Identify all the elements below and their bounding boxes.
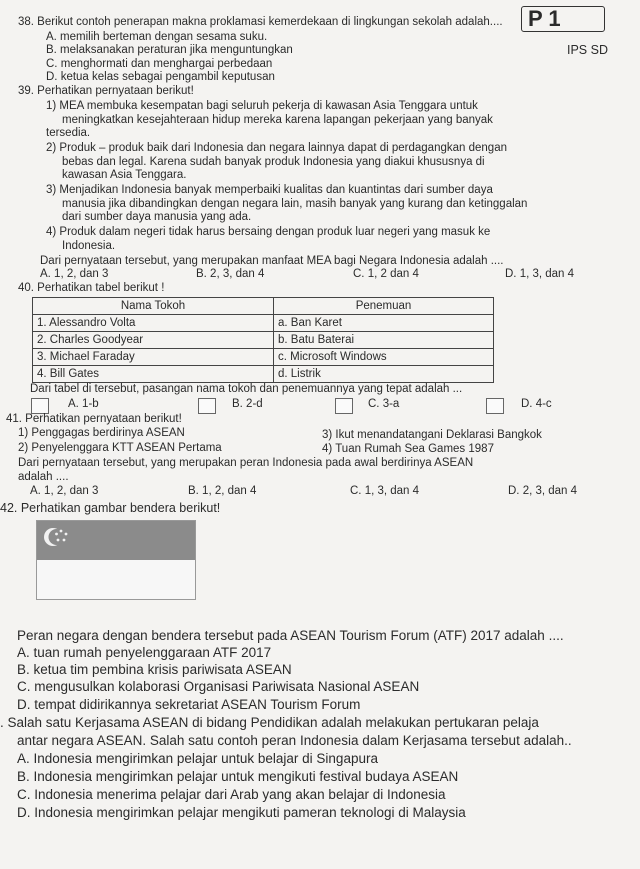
q42-question: Peran negara dengan bendera tersebut pada ASEAN Tourism Forum (ATF) 2017 adalah ....: [17, 628, 564, 643]
q43-stem-b: antar negara ASEAN. Salah satu contoh peran Indonesia dalam Kerjasama tersebut adalah..: [17, 733, 572, 748]
q39-statement-2c: kawasan Asia Tenggara.: [62, 169, 187, 181]
table-cell: 3. Michael Faraday: [33, 349, 274, 366]
q43-option-b[interactable]: B. Indonesia mengirimkan pelajar untuk mengikuti festival budaya ASEAN: [17, 769, 459, 784]
q39-statement-2a: 2) Produk – produk baik dari Indonesia dan negara lainnya dapat di perdagangkan dengan: [46, 142, 507, 154]
q40-box-a[interactable]: [31, 398, 49, 414]
q39-option-a[interactable]: A. 1, 2, dan 3: [40, 268, 109, 280]
q41-question-a: Dari pernyataan tersebut, yang merupakan peran Indonesia pada awal berdirinya ASEAN: [18, 457, 474, 469]
crescent-stars-icon: [41, 524, 73, 554]
q43-option-a[interactable]: A. Indonesia mengirimkan pelajar untuk belajar di Singapura: [17, 751, 378, 766]
q39-statement-1c: tersedia.: [46, 127, 91, 139]
q39-stem: 39. Perhatikan pernyataan berikut!: [18, 85, 194, 97]
q39-statement-3b: manusia jika dibandingkan dengan negara lain, masih banyak yang kurang dan ketinggalan: [62, 198, 528, 210]
q42-option-d[interactable]: D. tempat didirikannya sekretariat ASEAN Tourism Forum: [17, 697, 361, 712]
table-cell: d. Listrik: [274, 366, 494, 383]
q40-box-c[interactable]: [335, 398, 353, 414]
table-row: [33, 332, 494, 349]
q43-option-d[interactable]: D. Indonesia mengirimkan pelajar mengikuti pameran teknologi di Malaysia: [17, 805, 466, 820]
q40-option-b[interactable]: B. 2-d: [232, 398, 263, 410]
flag-bottom-band: [37, 560, 195, 599]
q39-option-d[interactable]: D. 1, 3, dan 4: [505, 268, 575, 280]
q39-question: Dari pernyataan tersebut, yang merupakan manfaat MEA bagi Negara Indonesia adalah ....: [40, 255, 504, 267]
q42-option-a[interactable]: A. tuan rumah penyelenggaraan ATF 2017: [17, 645, 272, 660]
q39-statement-1a: 1) MEA membuka kesempatan bagi seluruh pekerja di kawasan Asia Tenggara untuk: [46, 100, 478, 112]
q41-statement-2: 2) Penyelenggara KTT ASEAN Pertama: [18, 442, 222, 454]
table-cell: b. Batu Baterai: [274, 332, 494, 349]
q41-option-c[interactable]: C. 1, 3, dan 4: [350, 485, 420, 497]
page-tag: P 1: [521, 6, 605, 32]
table-header-penemuan: Penemuan: [274, 298, 494, 315]
table-cell: 4. Bill Gates: [33, 366, 274, 383]
table-header-tokoh: Nama Tokoh: [33, 298, 274, 315]
q43-stem-a: . Salah satu Kerjasama ASEAN di bidang Pendidikan adalah melakukan pertukaran pelaja: [0, 715, 539, 730]
q41-question-b: adalah ....: [18, 471, 69, 483]
q38-option-b[interactable]: B. melaksanakan peraturan jika menguntungkan: [46, 44, 293, 56]
subject-label: IPS SD: [567, 43, 608, 57]
q41-option-a[interactable]: A. 1, 2, dan 3: [30, 485, 99, 497]
q41-statement-4: 4) Tuan Rumah Sea Games 1987: [322, 443, 494, 455]
table-cell: a. Ban Karet: [274, 315, 494, 332]
q41-option-b[interactable]: B. 1, 2, dan 4: [188, 485, 257, 497]
q41-stem: 41. Perhatikan pernyataan berikut!: [6, 413, 182, 425]
q38-option-d[interactable]: D. ketua kelas sebagai pengambil keputusan: [46, 71, 275, 83]
q39-statement-1b: meningkatkan kesejahteraan hidup mereka karena lapangan pekerjaan yang banyak: [62, 114, 493, 126]
table-row: [33, 366, 494, 383]
q42-stem: 42. Perhatikan gambar bendera berikut!: [0, 501, 221, 515]
q40-box-d[interactable]: [486, 398, 504, 414]
q43-option-c[interactable]: C. Indonesia menerima pelajar dari Arab yang akan belajar di Indonesia: [17, 787, 446, 802]
q38-stem: 38. Berikut contoh penerapan makna proklamasi kemerdekaan di lingkungan sekolah adalah....: [18, 16, 503, 28]
table-cell: 1. Alessandro Volta: [33, 315, 274, 332]
q40-table: [32, 297, 494, 383]
q39-statement-2b: bebas dan legal. Karena sudah banyak produk Indonesia yang diakui khususnya di: [62, 156, 485, 168]
q38-option-a[interactable]: A. memilih berteman dengan sesama suku.: [46, 31, 268, 43]
q39-statement-4b: Indonesia.: [62, 240, 116, 252]
q42-option-b[interactable]: B. ketua tim pembina krisis pariwisata ASEAN: [17, 662, 292, 677]
q39-statement-3a: 3) Menjadikan Indonesia banyak memperbaiki kualitas dan kuantintas dari sumber daya: [46, 184, 493, 196]
q41-statement-1: 1) Penggagas berdirinya ASEAN: [18, 427, 185, 439]
q39-statement-3c: dari sumber daya manusia yang ada.: [62, 211, 252, 223]
q41-statement-3: 3) Ikut menandatangani Deklarasi Bangkok: [322, 429, 542, 441]
q40-option-c[interactable]: C. 3-a: [368, 398, 400, 410]
q40-box-b[interactable]: [198, 398, 216, 414]
flag-image: [36, 520, 196, 600]
q38-option-c[interactable]: C. menghormati dan menghargai perbedaan: [46, 58, 273, 70]
q40-option-d[interactable]: D. 4-c: [521, 398, 552, 410]
table-cell: 2. Charles Goodyear: [33, 332, 274, 349]
table-row: [33, 315, 494, 332]
q42-option-c[interactable]: C. mengusulkan kolaborasi Organisasi Pariwisata Nasional ASEAN: [17, 679, 420, 694]
q41-option-d[interactable]: D. 2, 3, dan 4: [508, 485, 578, 497]
q40-option-a[interactable]: A. 1-b: [68, 398, 99, 410]
q40-stem: 40. Perhatikan tabel berikut !: [18, 282, 165, 294]
q40-question: Dari tabel di tersebut, pasangan nama tokoh dan penemuannya yang tepat adalah ...: [30, 383, 463, 395]
q39-option-b[interactable]: B. 2, 3, dan 4: [196, 268, 265, 280]
q39-statement-4a: 4) Produk dalam negeri tidak harus bersaing dengan produk luar negeri yang masuk ke: [46, 226, 491, 238]
table-cell: c. Microsoft Windows: [274, 349, 494, 366]
table-row: [33, 349, 494, 366]
q39-option-c[interactable]: C. 1, 2 dan 4: [353, 268, 419, 280]
